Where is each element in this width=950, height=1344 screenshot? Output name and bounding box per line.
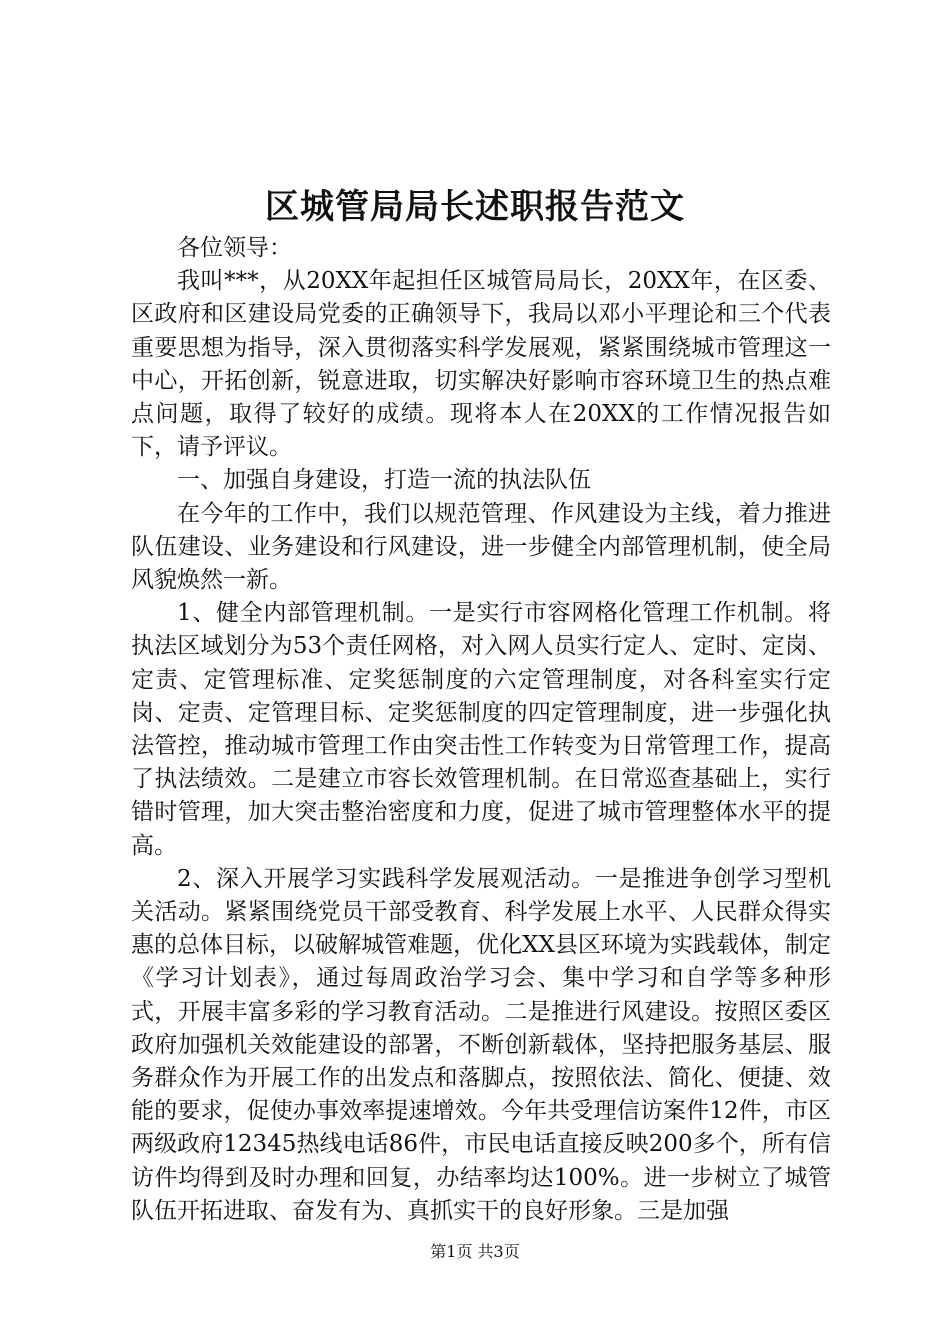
paragraph-section-1: 在今年的工作中，我们以规范管理、作风建设为主线，着力推进队伍建设、业务建设和行风建设，进一步健全内部管理机制，使全局风貌焕然一新。 (131, 500, 831, 594)
paragraph-item-2: 2、深入开展学习实践科学发展观活动。一是推进争创学习型机关活动。紧紧围绕党员干部受教育、科学发展上水平、人民群众得实惠的总体目标，以破解城管难题，优化XX县区环境为实践载体，制定《学习计划表》，通过每周政治学习会、集中学习和自学等多种形式，开展丰富多彩的学习教育活动。二是推进行风建设。按照区委区政府加强机关效能建设的部署，不断创新载体，坚持把服务基层、服务群众作为开展工作的出发点和落脚点，按照依法、简化、便捷、效能的要求，促使办事效率提速增效。今年共受理信访案件12件，市区两级政府12345热线电话86件，市民电话直接反映200多个，所有信访件均得到及时办理和回复，办结率均达100%。进一步树立了城管队伍开拓进取、奋发有为、真抓实干的良好形象。三是加强 (131, 865, 831, 1224)
page-indicator: 第1页 共3页 (430, 1242, 520, 1261)
document-body (131, 232, 831, 1228)
paragraph-item-1: 1、健全内部管理机制。一是实行市容网格化管理工作机制。将执法区域划分为53个责任网格，对入网人员实行定人、定时、定岗、定责、定管理标准、定奖惩制度的六定管理制度，对各科室实行定岗、定责、定管理目标、定奖惩制度的四定管理制度，进一步强化执法管控，推动城市管理工作由突击性工作转变为日常管理工作，提高了执法绩效。二是建立市容长效管理机制。在日常巡查基础上，实行错时管理，加大突击整治密度和力度，促进了城市管理整体水平的提高。 (131, 600, 831, 859)
section-heading-1: 一、加强自身建设，打造一流的执法队伍 (177, 467, 591, 494)
document-title: 区城管局局长述职报告范文 (265, 187, 685, 227)
salutation: 各位领导： (177, 235, 292, 261)
paragraph-intro: 我叫***，从20XX年起担任区城管局局长，20XX年，在区委、区政府和区建设局党委的正确领导下，我局以邓小平理论和三个代表重要思想为指导，深入贯彻落实科学发展观，紧紧围绕城市管理这一中心，开拓创新，锐意进取，切实解决好影响市容环境卫生的热点难点问题，取得了较好的成绩。现将本人在20XX的工作情况报告如下，请予评议。 (131, 268, 831, 461)
